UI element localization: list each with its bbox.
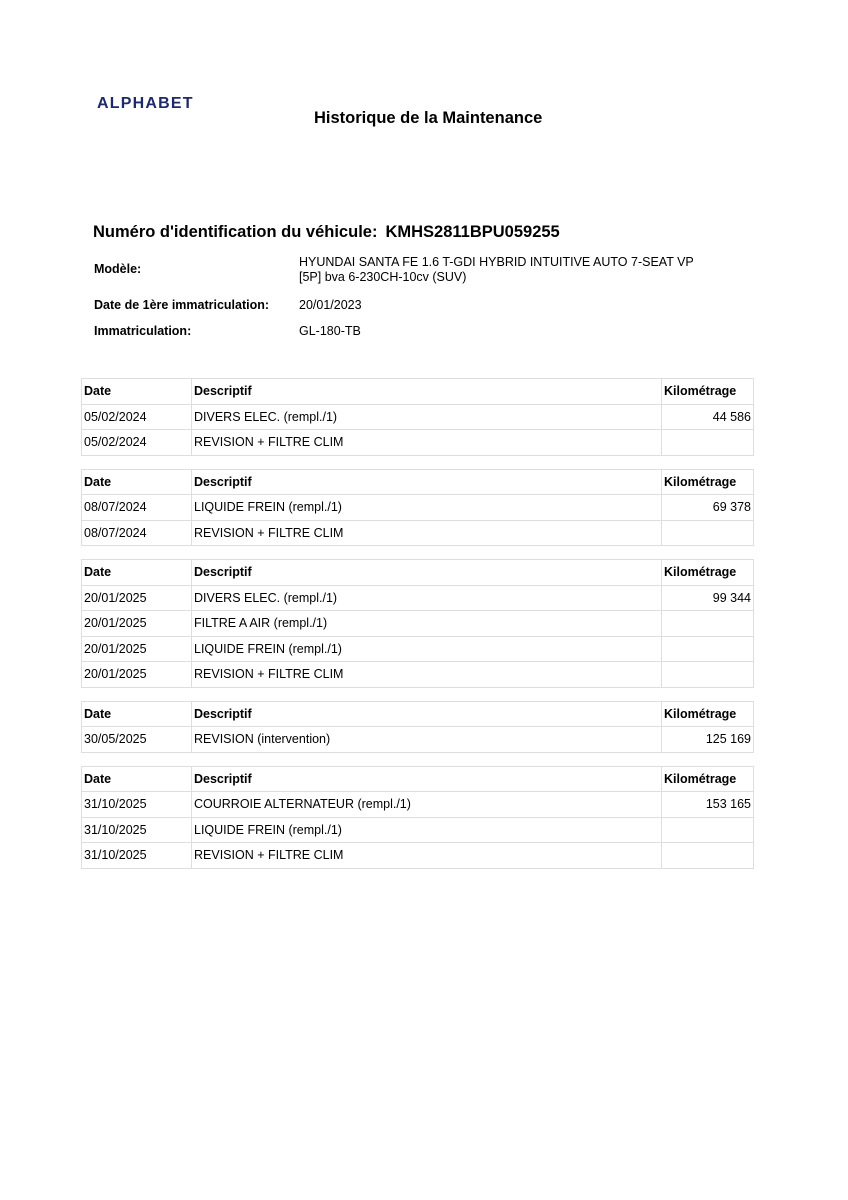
- row-kilometrage: 69 378: [662, 495, 754, 521]
- vin-heading: [93, 223, 560, 242]
- registration-value: GL-180-TB: [299, 324, 361, 338]
- row-descriptif: REVISION + FILTRE CLIM: [192, 662, 662, 688]
- row-kilometrage: 125 169: [662, 727, 754, 753]
- row-descriptif: FILTRE A AIR (rempl./1): [192, 611, 662, 637]
- first-registration-value: 20/01/2023: [299, 298, 362, 312]
- maintenance-table: [81, 378, 754, 456]
- table-header-row: [82, 701, 754, 727]
- row-date: 31/10/2025: [82, 792, 192, 818]
- table-row: [82, 843, 754, 869]
- page-title: Historique de la Maintenance: [314, 109, 543, 127]
- row-descriptif: DIVERS ELEC. (rempl./1): [192, 404, 662, 430]
- maintenance-table: [81, 701, 754, 753]
- alphabet-logo: ALPHABET: [97, 95, 194, 112]
- row-kilometrage: [662, 662, 754, 688]
- table-row: [82, 792, 754, 818]
- table-row: [82, 585, 754, 611]
- row-date: 30/05/2025: [82, 727, 192, 753]
- maintenance-table: [81, 559, 754, 688]
- row-date: 05/02/2024: [82, 404, 192, 430]
- header-date: Date: [82, 560, 192, 586]
- row-descriptif: DIVERS ELEC. (rempl./1): [192, 585, 662, 611]
- table-header-row: [82, 766, 754, 792]
- table-header-row: [82, 560, 754, 586]
- header-kilometrage: Kilométrage: [662, 701, 754, 727]
- table-row: [82, 520, 754, 546]
- table-row: [82, 611, 754, 637]
- model-label: Modèle:: [94, 262, 142, 276]
- maintenance-table: [81, 766, 754, 869]
- row-descriptif: REVISION (intervention): [192, 727, 662, 753]
- header-descriptif: Descriptif: [192, 701, 662, 727]
- model-value-line2: [5P] bva 6-230CH-10cv (SUV): [299, 270, 467, 284]
- header-descriptif: Descriptif: [192, 560, 662, 586]
- maintenance-history: [81, 378, 753, 882]
- row-kilometrage: [662, 611, 754, 637]
- row-date: 08/07/2024: [82, 495, 192, 521]
- first-registration-label: Date de 1ère immatriculation:: [94, 298, 270, 312]
- row-descriptif: REVISION + FILTRE CLIM: [192, 843, 662, 869]
- row-kilometrage: [662, 520, 754, 546]
- table-header-row: [82, 469, 754, 495]
- row-kilometrage: [662, 636, 754, 662]
- row-kilometrage: 99 344: [662, 585, 754, 611]
- row-kilometrage: [662, 817, 754, 843]
- row-date: 08/07/2024: [82, 520, 192, 546]
- row-descriptif: LIQUIDE FREIN (rempl./1): [192, 495, 662, 521]
- row-descriptif: REVISION + FILTRE CLIM: [192, 430, 662, 456]
- header-descriptif: Descriptif: [192, 379, 662, 405]
- row-date: 31/10/2025: [82, 817, 192, 843]
- header-descriptif: Descriptif: [192, 469, 662, 495]
- row-descriptif: REVISION + FILTRE CLIM: [192, 520, 662, 546]
- table-row: [82, 817, 754, 843]
- row-kilometrage: [662, 843, 754, 869]
- row-descriptif: LIQUIDE FREIN (rempl./1): [192, 817, 662, 843]
- row-kilometrage: 44 586: [662, 404, 754, 430]
- header-kilometrage: Kilométrage: [662, 560, 754, 586]
- table-row: [82, 404, 754, 430]
- vin-value: KMHS2811BPU059255: [385, 223, 560, 241]
- header-date: Date: [82, 469, 192, 495]
- header-kilometrage: Kilométrage: [662, 469, 754, 495]
- row-date: 31/10/2025: [82, 843, 192, 869]
- row-date: 20/01/2025: [82, 636, 192, 662]
- header-kilometrage: Kilométrage: [662, 379, 754, 405]
- table-row: [82, 430, 754, 456]
- registration-label: Immatriculation:: [94, 324, 192, 338]
- row-date: 20/01/2025: [82, 585, 192, 611]
- row-date: 20/01/2025: [82, 611, 192, 637]
- header-kilometrage: Kilométrage: [662, 766, 754, 792]
- row-descriptif: COURROIE ALTERNATEUR (rempl./1): [192, 792, 662, 818]
- row-kilometrage: [662, 430, 754, 456]
- row-date: 05/02/2024: [82, 430, 192, 456]
- vin-label: Numéro d'identification du véhicule:: [93, 223, 378, 241]
- maintenance-table: [81, 469, 754, 547]
- table-row: [82, 727, 754, 753]
- row-kilometrage: 153 165: [662, 792, 754, 818]
- row-descriptif: LIQUIDE FREIN (rempl./1): [192, 636, 662, 662]
- header-date: Date: [82, 379, 192, 405]
- header-descriptif: Descriptif: [192, 766, 662, 792]
- table-row: [82, 495, 754, 521]
- table-header-row: [82, 379, 754, 405]
- header-date: Date: [82, 701, 192, 727]
- table-row: [82, 662, 754, 688]
- header-date: Date: [82, 766, 192, 792]
- model-value-line1: HYUNDAI SANTA FE 1.6 T-GDI HYBRID INTUITIVE AUTO 7-SEAT VP: [299, 255, 694, 269]
- row-date: 20/01/2025: [82, 662, 192, 688]
- table-row: [82, 636, 754, 662]
